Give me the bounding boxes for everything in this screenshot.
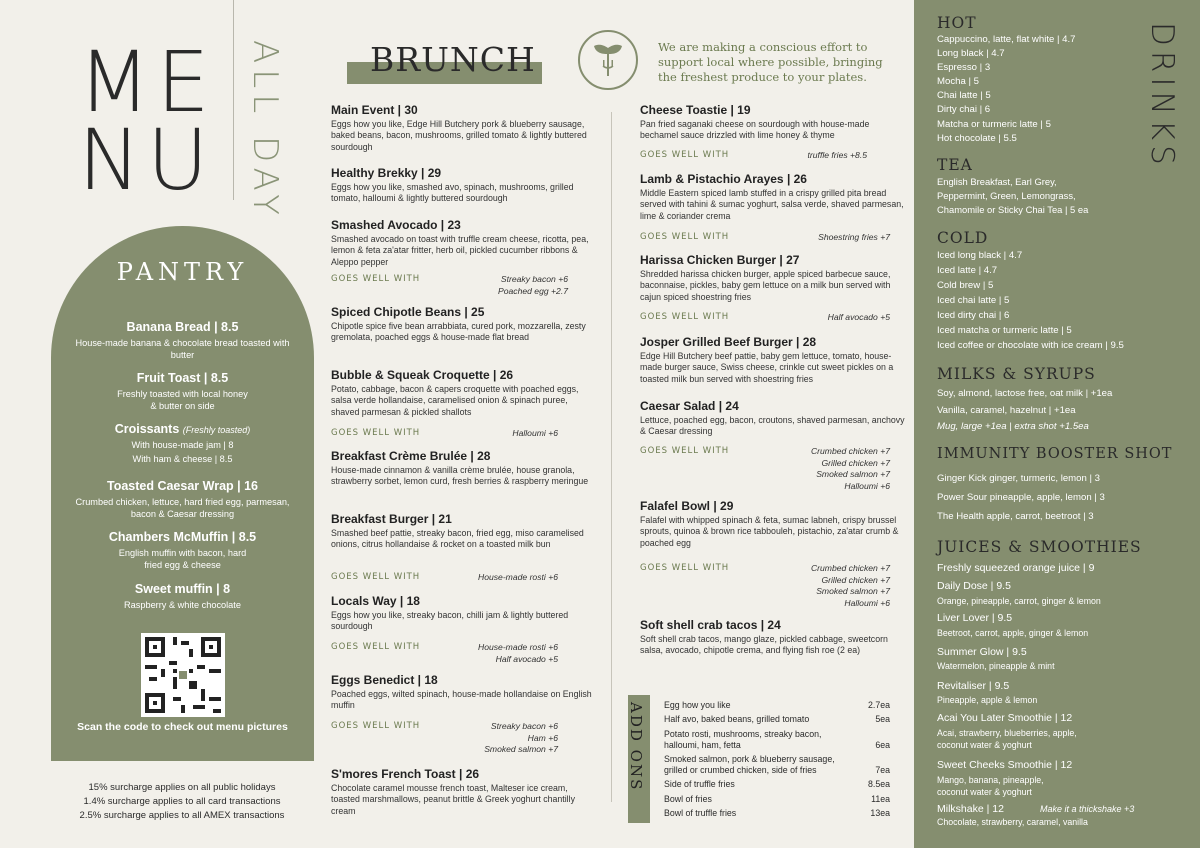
drinks-title: DRINKS [1144,22,1180,170]
juice-item: Summer Glow | 9.5 [937,646,1027,658]
menu-item: Breakfast Burger | 21 Smashed beef pattie, streaky bacon, fried egg, miso caramelised onions, citrus hollandaise & rocket on a toasted milk bun [331,512,584,550]
menu-item: Josper Grilled Beef Burger | 28 Edge Hill Butchery beef pattie, baby gem lettuce, tomato, house-made burger sauce, Swiss cheese, crinkle cut sweet pickles on a toasted milk bun served with shoestring fries [640,335,894,384]
goes-well-with-label: GOES WELL WITH [331,428,421,438]
menu-item: Bubble & Squeak Croquette | 26 Potato, cabbage, bacon & capers croquette with poached eggs, salsa verde hollandaise, caramelised onion & spinach puree, shaved parmesan & pickled shallots [331,368,579,417]
drink-item: Iced matcha or turmeric latte | 5 [937,325,1072,336]
surcharge-line: 1.4% surcharge applies to all card transactions [83,796,281,807]
addon-row: Side of truffle fries 8.5ea [664,779,890,789]
addons-title: ADD ONS [627,702,645,792]
drink-item: Iced coffee or chocolate with ice cream | 9.5 [937,340,1124,351]
juice-item: Milkshake | 12 [937,803,1004,815]
drinks-tea-heading: TEA [937,156,973,174]
juice-item: Revitaliser | 9.5 [937,680,1010,692]
menu-title-line1: ME [78,33,216,131]
extras: Streaky bacon +6 Ham +6 Smoked salmon +7 [484,721,558,754]
drink-item: Long black | 4.7 [937,48,1005,59]
goes-well-with-label: GOES WELL WITH [331,572,421,582]
drink-item: Vanilla, caramel, hazelnut | +1ea [937,405,1076,416]
extras: House-made rosti +6 [477,572,558,582]
juice-item: Daily Dose | 9.5 [937,580,1011,592]
surcharge-line: 2.5% surcharge applies to all AMEX transactions [79,810,285,821]
tea-list: English Breakfast, Earl Grey, Peppermint, Green, Lemongrass, Chamomile or Sticky Chai Tea | 5 ea [937,176,1089,215]
extras: truffle fries +8.5 [807,150,867,160]
drink-item: Espresso | 3 [937,62,991,73]
drink-item: Matcha or turmeric latte | 5 [937,119,1051,130]
menu-item: Smashed Avocado | 23 Smashed avocado on toast with truffle cream cheese, ricotta, pea, lemon & feta za'atar fritter, herb oil, pickled cucumber ribbons & Aleppo pepper [331,218,589,267]
drink-item: Iced latte | 4.7 [937,265,998,276]
thickshake-note: Make it a thickshake +3 [1040,804,1135,814]
drinks-milks-heading: MILKS & SYRUPS [937,365,1096,383]
all-day-label: ALL DAY [245,40,285,221]
juice-item: Acai You Later Smoothie | 12 [937,712,1073,724]
menu-item: Healthy Brekky | 29 Eggs how you like, smashed avo, spinach, mushrooms, grilled tomato, halloumi & lightly buttered sourdough [331,166,574,204]
pantry-item: Fruit Toast | 8.5 Freshly toasted with local honey & butter on side [117,371,248,411]
tagline: We are making a conscious effort to support local where possible, bringing the freshest produce to your plates. [658,40,883,84]
goes-well-with-label: GOES WELL WITH [640,150,730,160]
menu-item: Breakfast Crème Brulée | 28 House-made cinnamon & vanilla crème brulée, house granola, strawberry sorbet, lemon curd, fresh berries & raspberry meringue [331,449,589,487]
qr-code-icon [141,633,225,717]
drink-item: Power Sour pineapple, apple, lemon | 3 [937,492,1105,503]
drink-item: Hot chocolate | 5.5 [937,133,1017,144]
drinks-booster-heading: IMMUNITY BOOSTER SHOT [937,446,1173,462]
juice-desc: Chocolate, strawberry, caramel, vanilla [937,817,1088,827]
drink-item: Iced long black | 4.7 [937,250,1023,261]
title-divider [233,0,234,200]
juice-desc: Watermelon, pineapple & mint [937,661,1055,671]
juice-item: Freshly squeezed orange juice | 9 [937,562,1095,574]
addon-row: Egg how you like 2.7ea [664,700,890,710]
goes-well-with-label: GOES WELL WITH [640,232,730,242]
drink-item: Iced dirty chai | 6 [937,310,1010,321]
menu-item: Falafel Bowl | 29 Falafel with whipped spinach & feta, sumac labneh, crispy brussel sprouts, quinoa & brown rice tabbouleh, pistachio, za'atar crumb & poached egg [640,499,899,548]
menu-item: Caesar Salad | 24 Lettuce, poached egg, bacon, croutons, shaved parmesan, anchovy & Caesar dressing [640,399,905,437]
goes-well-with-label: GOES WELL WITH [640,446,730,456]
surcharge-line: 15% surcharge applies on all public holidays [88,782,276,793]
drink-item: Cold brew | 5 [937,280,994,291]
menu-item: S'mores French Toast | 26 Chocolate caramel mousse french toast, Malteser ice cream, toasted marshmallows, peanut brittle & Greek yoghurt chantilly cream [331,767,575,816]
goes-well-with-label: GOES WELL WITH [331,274,421,284]
menu-title-line2: NU [78,111,215,209]
column-divider [611,112,612,802]
scan-caption: Scan the code to check out menu pictures [77,721,288,733]
drinks-hot-heading: HOT [937,14,977,32]
drink-item: Chai latte | 5 [937,90,991,101]
drink-item: Mocha | 5 [937,76,979,87]
pantry-item: Banana Bread | 8.5 House-made banana & chocolate bread toasted with butter [75,320,290,360]
juice-item: Liver Lover | 9.5 [937,612,1013,624]
addon-row: Bowl of truffle fries 13ea [664,808,890,818]
menu-item: Eggs Benedict | 18 Poached eggs, wilted spinach, house-made hollandaise on English muffin [331,673,592,711]
drinks-juices-heading: JUICES & SMOOTHIES [937,538,1142,556]
drink-item: Cappuccino, latte, flat white | 4.7 [937,34,1076,45]
extras: Crumbed chicken +7 Grilled chicken +7 Smoked salmon +7 Halloumi +6 [810,446,890,491]
juice-desc: Mango, banana, pineapple, coconut water & yoghurt [937,775,1044,797]
pantry-item: Sweet muffin | 8 Raspberry & white chocolate [124,582,241,610]
drink-item: The Health apple, carrot, beetroot | 3 [937,511,1094,522]
extras: Half avocado +5 [827,312,890,322]
drink-item: Soy, almond, lactose free, oat milk | +1ea [937,388,1113,399]
goes-well-with-label: GOES WELL WITH [331,642,421,652]
menu-item: Harissa Chicken Burger | 27 Shredded harissa chicken burger, apple spiced barbecue sauce, baconnaise, pickles, baby gem lettuce on a milk bun served with cajun spiced shoestring fries [640,253,891,302]
menu-item: Spiced Chipotle Beans | 25 Chipotle spice five bean arrabbiata, cured pork, mozzarella, zesty gremolata, poached eggs & house-made flat bread [331,305,586,343]
extras: Streaky bacon +6 Poached egg +2.7 [497,274,568,296]
pantry-item: Toasted Caesar Wrap | 16 Crumbed chicken, lettuce, hard fried egg, parmesan, bacon & Caesar dressing [75,479,290,519]
goes-well-with-label: GOES WELL WITH [331,721,421,731]
qr-code[interactable] [141,633,225,717]
juice-desc: Acai, strawberry, blueberries, apple, coconut water & yoghurt [937,728,1077,750]
juice-desc: Orange, pineapple, carrot, ginger & lemon [937,596,1101,606]
menu-item: Cheese Toastie | 19 Pan fried saganaki cheese on sourdough with house-made bechamel sauce drizzled with lime honey & thyme [640,103,870,141]
menu-item: Main Event | 30 Eggs how you like, Edge Hill Butchery pork & blueberry sausage, baked beans, bacon, mushrooms, grilled tomato & lightly buttered sourdough [331,103,587,152]
extras: House-made rosti +6 Half avocado +5 [477,642,558,664]
drink-item: Ginger Kick ginger, turmeric, lemon | 3 [937,473,1100,484]
pantry-item: Chambers McMuffin | 8.5 English muffin with bacon, hard fried egg & cheese [108,530,257,570]
extras: Halloumi +6 [512,428,558,438]
addon-row: Potato rosti, mushrooms, streaky bacon, halloumi, ham, fetta 6ea [664,729,890,751]
addon-row: Bowl of fries 11ea [664,794,890,804]
juice-desc: Beetroot, carrot, apple, ginger & lemon [937,628,1089,638]
menu-item: Locals Way | 18 Eggs how you like, streaky bacon, chilli jam & lightly buttered sourdough [331,594,569,632]
pantry-item: Croissants (Freshly toasted) With house-made jam | 8 With ham & cheese | 8.5 [114,422,251,464]
brunch-title: BRUNCH [370,40,536,79]
goes-well-with-label: GOES WELL WITH [640,312,730,322]
extras: Shoestring fries +7 [818,232,890,242]
drinks-cold-heading: COLD [937,229,989,247]
leaf-fork-icon [578,30,638,90]
drink-item: Iced chai latte | 5 [937,295,1010,306]
menu-item: Soft shell crab tacos | 24 Soft shell crab tacos, mango glaze, pickled cabbage, sweetcorn salsa, avocado, chipotle crema, and flying fish roe (2 ea) [640,618,888,656]
pantry-title: PANTRY [116,258,249,286]
drink-item: Mug, large +1ea | extra shot +1.5ea [937,421,1089,432]
juice-item: Sweet Cheeks Smoothie | 12 [937,759,1073,771]
addon-row: Half avo, baked beans, grilled tomato 5ea [664,714,890,724]
menu-item: Lamb & Pistachio Arayes | 26 Middle Eastern spiced lamb stuffed in a crispy grilled pita bread served with tahini & sumac yoghurt, salsa verde, shaved parmesan, lime & coriander crema [640,172,904,221]
extras: Crumbed chicken +7 Grilled chicken +7 Smoked salmon +7 Halloumi +6 [810,563,890,608]
drink-item: Dirty chai | 6 [937,104,991,115]
pantry-panel [51,226,314,761]
goes-well-with-label: GOES WELL WITH [640,563,730,573]
juice-desc: Pineapple, apple & lemon [937,695,1038,705]
addon-row: Smoked salmon, pork & blueberry sausage, grilled or crumbed chicken, side of fries 7ea [664,754,890,776]
